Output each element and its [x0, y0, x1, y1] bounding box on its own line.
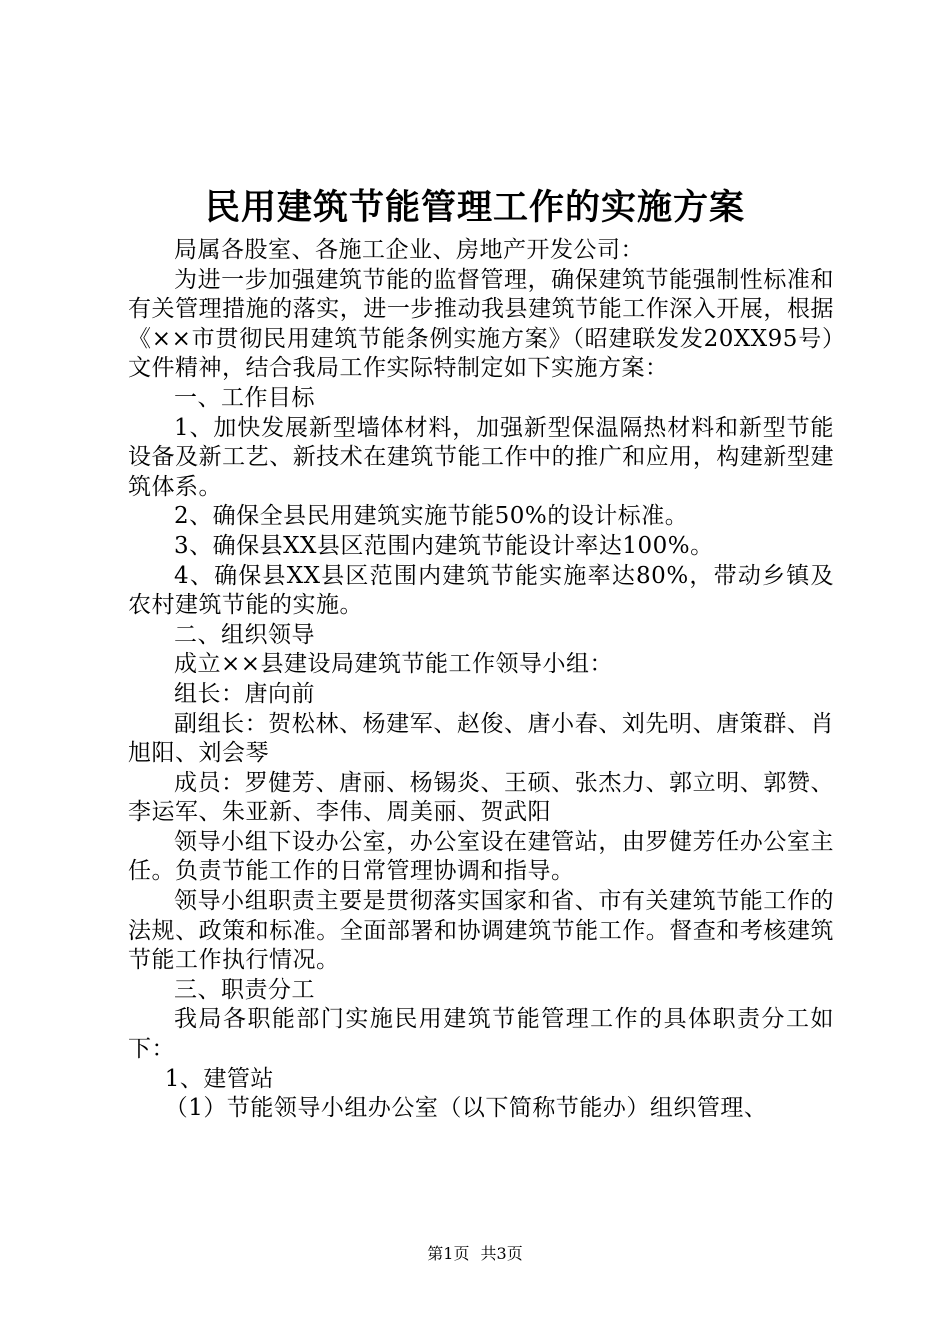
responsibilities-intro: 我局各职能部门实施民用建筑节能管理工作的具体职责分工如下： [128, 1006, 834, 1063]
goal-item-2: 2、确保全县民用建筑实施节能50%的设计标准。 [174, 503, 689, 530]
subsection-heading-construction-station: 1、建管站 [164, 1065, 274, 1092]
document-body [128, 236, 834, 1124]
section-heading-leadership: 二、组织领导 [174, 621, 315, 648]
goal-item-4: 4、确保县XX县区范围内建筑节能实施率达80%，带动乡镇及农村建筑节能的实施。 [128, 562, 834, 619]
section-heading-goals: 一、工作目标 [174, 384, 315, 411]
page-number: 第1页 [427, 1244, 470, 1263]
page-footer [0, 1244, 950, 1264]
section-heading-responsibilities: 三、职责分工 [174, 976, 315, 1003]
goal-item-1: 1、加快发展新型墙体材料，加强新型保温隔热材料和新型节能设备及新工艺、新技术在建筑节能工作中的推广和应用，构建新型建筑体系。 [128, 414, 834, 500]
leadership-group-intro: 成立××县建设局建筑节能工作领导小组： [174, 651, 614, 678]
group-members: 成员：罗健芳、唐丽、杨锡炎、王硕、张杰力、郭立明、郭赞、李运军、朱亚新、李伟、周美丽、贺武阳 [128, 769, 834, 826]
document-title: 民用建筑节能管理工作的实施方案 [204, 187, 745, 228]
duties-paragraph: 领导小组职责主要是贯彻落实国家和省、市有关建筑节能工作的法规、政策和标准。全面部署和协调建筑节能工作。督查和考核建筑节能工作执行情况。 [128, 888, 834, 974]
group-leader: 组长：唐向前 [174, 680, 315, 707]
office-paragraph: 领导小组下设办公室，办公室设在建管站，由罗健芳任办公室主任。负责节能工作的日常管理协调和指导。 [128, 828, 834, 885]
intro-paragraph: 为进一步加强建筑节能的监督管理，确保建筑节能强制性标准和有关管理措施的落实，进一步推动我县建筑节能工作深入开展，根据《××市贯彻民用建筑节能条例实施方案》（昭建联发发20XX95号）文件精神，结合我局工作实际特制定如下实施方案： [128, 266, 834, 382]
goal-item-3: 3、确保县XX县区范围内建筑节能设计率达100%。 [174, 532, 714, 559]
salutation: 局属各股室、各施工企业、房地产开发公司： [174, 237, 644, 263]
deputy-leaders: 副组长：贺松林、杨建军、赵俊、唐小春、刘先明、唐策群、肖旭阳、刘会琴 [128, 710, 834, 767]
list-item-1: （1）节能领导小组办公室（以下简称节能办）组织管理、 [164, 1095, 768, 1122]
page-total: 共3页 [480, 1244, 523, 1263]
